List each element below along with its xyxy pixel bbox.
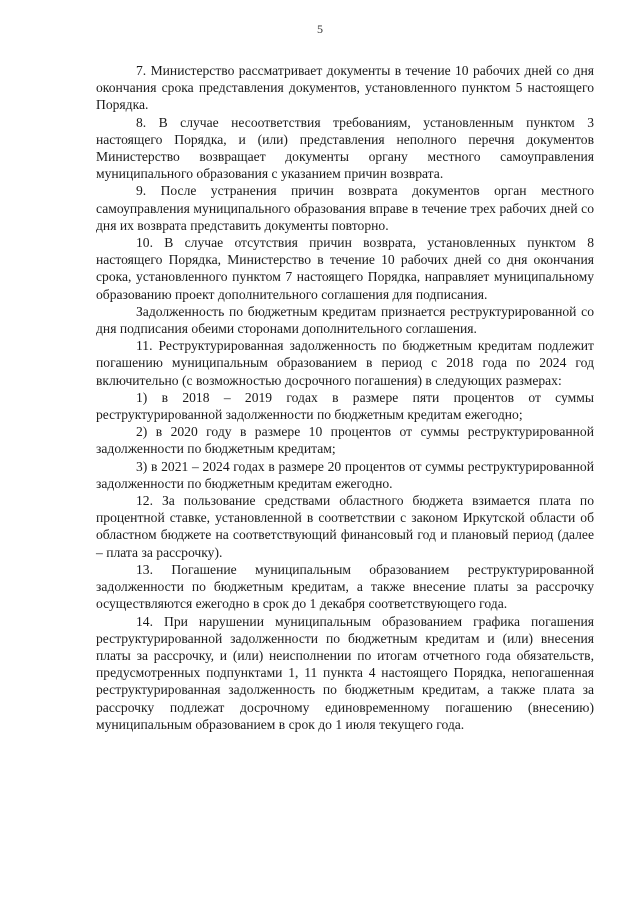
paragraph-7: 7. Министерство рассматривает документы в течение 10 рабочих дней со дня окончания срока представления документов, установленного пунктом 5 настоящего Порядка. xyxy=(96,63,594,113)
paragraph-11-item-2: 2) в 2020 году в размере 10 процентов от суммы реструктурированной задолженности по бюджетным кредитам; xyxy=(96,424,594,457)
paragraph-10: 10. В случае отсутствия причин возврата, установленных пунктом 8 настоящего Порядка, Министерство в течение 10 рабочих дней со дня окончания срока, установленного пунктом 7 настоящего Порядка, направляет муниципальному образованию проект дополнительного соглашения для подписания. xyxy=(96,235,594,302)
paragraph-8: 8. В случае несоответствия требованиям, установленным пунктом 3 настоящего Порядка, и (или) представления неполного перечня документов Министерство возвращает документы органу местного самоуправления муниципального образования с указанием причин возврата. xyxy=(96,114,594,182)
paragraph-11: 11. Реструктурированная задолженность по бюджетным кредитам подлежит погашению муниципальным образованием в период с 2018 года по 2024 год включительно (с возможностью досрочного погашения) в следующих размерах: xyxy=(96,338,594,388)
paragraph-11-item-1: 1) в 2018 – 2019 годах в размере пяти процентов от суммы реструктурированной задолженности по бюджетным кредитам ежегодно; xyxy=(96,389,594,423)
paragraph-10-continuation: Задолженность по бюджетным кредитам признается реструктурированной со дня подписания обеими сторонами дополнительного соглашения. xyxy=(96,303,594,337)
paragraph-9: 9. После устранения причин возврата документов орган местного самоуправления муниципального образования вправе в течение трех рабочих дней со дня их возврата представить документы повторно. xyxy=(96,183,594,233)
paragraph-11-item-3: 3) в 2021 – 2024 годах в размере 20 процентов от суммы реструктурированной задолженности по бюджетным кредитам ежегодно. xyxy=(96,458,594,491)
paragraph-12: 12. За пользование средствами областного бюджета взимается плата по процентной ставке, установленной в соответствии с законом Иркутской области об областном бюджете на соответствующий финансовый год и плановый период (далее – плата за рассрочку). xyxy=(96,493,594,560)
page-number: 5 xyxy=(317,22,323,36)
paragraph-13: 13. Погашение муниципальным образованием реструктурированной задолженности по бюджетным кредитам, а также внесение платы за рассрочку осуществляются ежегодно в срок до 1 декабря соответствующего года. xyxy=(96,561,594,612)
document-body xyxy=(96,62,594,733)
paragraph-14: 14. При нарушении муниципальным образованием графика погашения реструктурированной задолженности по бюджетным кредитам и (или) внесения платы за рассрочку, и (или) неисполнении по итогам отчетного года обязательств, предусмотренных подпунктами 1, 11 пункта 4 настоящего Порядка, непогашенная реструктурированная задолженность по бюджетным кредитам, а также плата за рассрочку подлежат досрочному единовременному погашению (внесению) муниципальным образованием в срок до 1 июля текущего года. xyxy=(96,613,594,732)
